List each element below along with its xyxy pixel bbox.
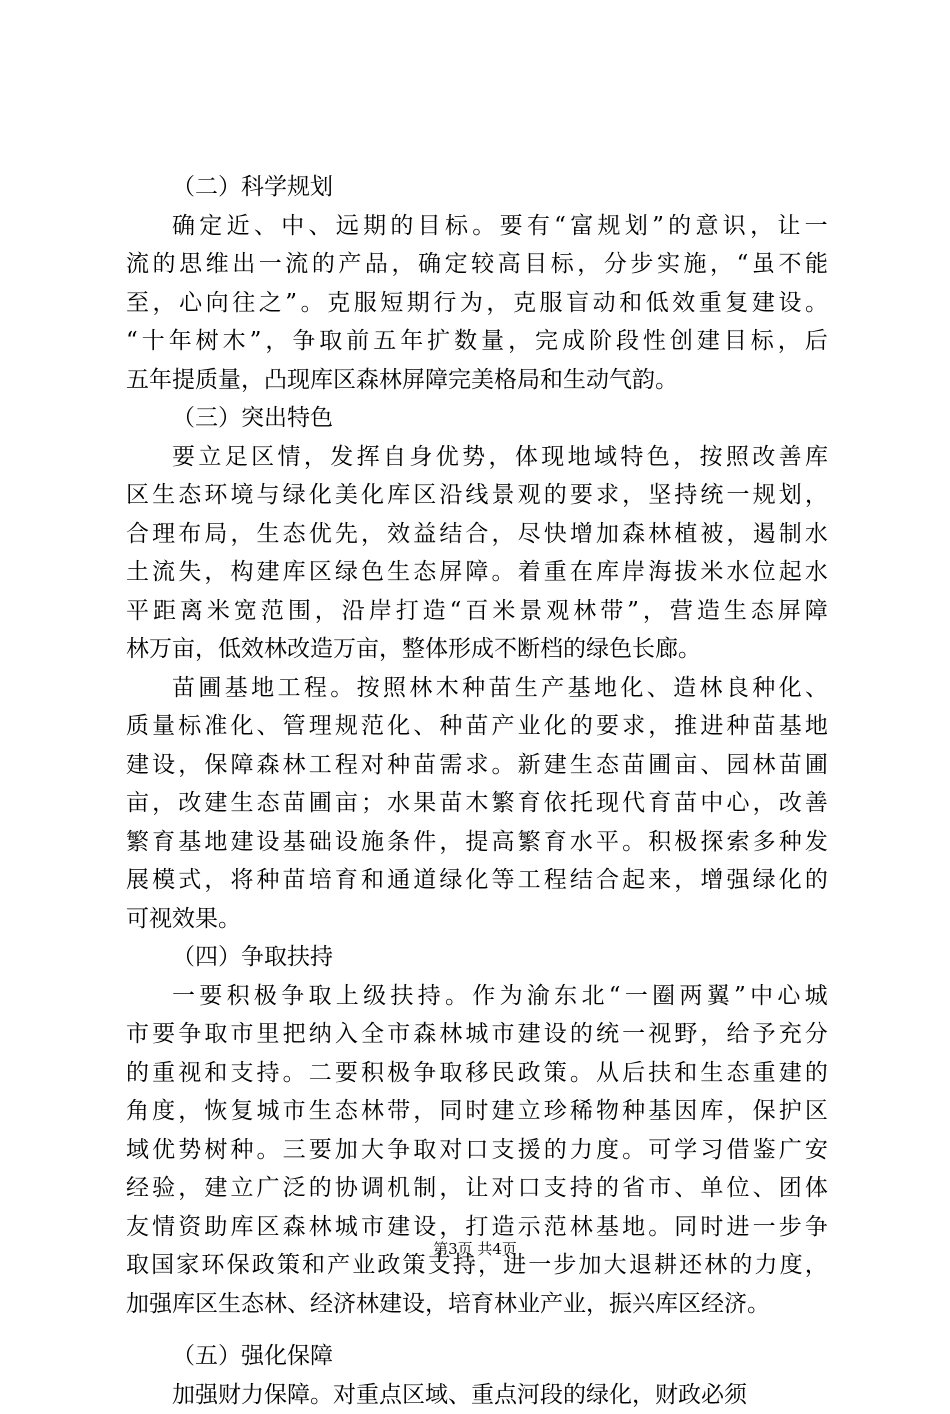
paragraph-line: 繁 育 基 地 建 设 基 础 设 施 条 件 ， 提 高 繁 育 水 平 。 积 极 探 索 多 种 发 <box>126 823 828 862</box>
paragraph-line: 经 验 ， 建 立 广 泛 的 协 调 机 制 ， 让 对 口 支 持 的 省 市 、 单 位 、 团 体 <box>126 1169 828 1208</box>
section-heading: （二）科学规划 <box>126 168 828 207</box>
section-heading: （四）争取扶持 <box>126 938 828 977</box>
paragraph-line: 的 重 视 和 支 持 。 二 要 积 极 争 取 移 民 政 策 。 从 后 扶 和 生 态 重 建 的 <box>126 1054 828 1093</box>
paragraph-line: 友 情 资 助 库 区 森 林 城 市 建 设 ， 打 造 示 范 林 基 地 。 同 时 进 一 步 争 <box>126 1208 828 1247</box>
section-heading: （五）强化保障 <box>126 1337 828 1376</box>
paragraph-gap <box>126 1323 828 1337</box>
paragraph-line: 流 的 思 维 出 一 流 的 产 品 ， 确 定 较 高 目 标 ， 分 步 实 施 ， “ 虽 不 能 <box>126 245 828 284</box>
paragraph <box>126 1376 828 1414</box>
paragraph-line: 林万亩，低效林改造万亩，整体形成不断档的绿色长廊。 <box>126 630 828 669</box>
paragraph-line: 可视效果。 <box>126 900 828 939</box>
paragraph-line: 取 国 家 环 保 政 策 和 产 业 政 策 支 持 ， 进 一 步 加 大 退 耕 还 林 的 力 度 ， <box>126 1246 828 1285</box>
paragraph-line: 角 度 ， 恢 复 城 市 生 态 林 带 ， 同 时 建 立 珍 稀 物 种 基 因 库 ， 保 护 区 <box>126 1092 828 1131</box>
document-body <box>126 168 828 1414</box>
paragraph-line: 区 生 态 环 境 与 绿 化 美 化 库 区 沿 线 景 观 的 要 求 ， 坚 持 统 一 规 划 ， <box>126 476 828 515</box>
page-footer: 第3页 共4页 <box>0 1238 950 1259</box>
paragraph-line: 加强库区生态林、经济林建设，培育林业产业，振兴库区经济。 <box>126 1285 828 1324</box>
paragraph-line: 合 理 布 局 ， 生 态 优 先 ， 效 益 结 合 ， 尽 快 增 加 森 林 植 被 ， 遏 制 水 <box>126 515 828 554</box>
paragraph-line: 展 模 式 ， 将 种 苗 培 育 和 通 道 绿 化 等 工 程 结 合 起 来 ， 增 强 绿 化 的 <box>126 861 828 900</box>
paragraph <box>126 669 828 939</box>
paragraph-line: 质 量 标 准 化 、 管 理 规 范 化 、 种 苗 产 业 化 的 要 求 ， 推 进 种 苗 基 地 <box>126 707 828 746</box>
paragraph-line: 亩 ， 改 建 生 态 苗 圃 亩 ； 水 果 苗 木 繁 育 依 托 现 代 育 苗 中 心 ， 改 善 <box>126 784 828 823</box>
paragraph-line: 建 设 ， 保 障 森 林 工 程 对 种 苗 需 求 。 新 建 生 态 苗 圃 亩 、 园 林 苗 圃 <box>126 746 828 785</box>
paragraph-line: 五年提质量，凸现库区森林屏障完美格局和生动气韵。 <box>126 361 828 400</box>
paragraph <box>126 438 828 669</box>
paragraph-line: 平 距 离 米 宽 范 围 ， 沿 岸 打 造 “ 百 米 景 观 林 带 ” ， 营 造 生 态 屏 障 <box>126 592 828 631</box>
paragraph <box>126 207 828 400</box>
paragraph <box>126 977 828 1324</box>
paragraph-line: 域 优 势 树 种 。 三 要 加 大 争 取 对 口 支 援 的 力 度 。 可 学 习 借 鉴 广 安 <box>126 1131 828 1170</box>
paragraph-line: 至 ， 心 向 往 之 ” 。 克 服 短 期 行 为 ， 克 服 盲 动 和 低 效 重 复 建 设 。 <box>126 284 828 323</box>
paragraph-line: 加强财力保障。对重点区域、重点河段的绿化，财政必须 <box>126 1376 828 1414</box>
paragraph-line: 市 要 争 取 市 里 把 纳 入 全 市 森 林 城 市 建 设 的 统 一 视 野 ， 给 予 充 分 <box>126 1015 828 1054</box>
paragraph-line: 土 流 失 ， 构 建 库 区 绿 色 生 态 屏 障 。 着 重 在 库 岸 海 拔 米 水 位 起 水 <box>126 553 828 592</box>
section-heading: （三）突出特色 <box>126 399 828 438</box>
paragraph-line: 确 定 近 、 中 、 远 期 的 目 标 。 要 有 “ 富 规 划 ” 的 意 识 ， 让 一 <box>126 207 828 246</box>
paragraph-line: “ 十 年 树 木 ” ， 争 取 前 五 年 扩 数 量 ， 完 成 阶 段 性 创 建 目 标 ， 后 <box>126 322 828 361</box>
paragraph-line: 要 立 足 区 情 ， 发 挥 自 身 优 势 ， 体 现 地 域 特 色 ， 按 照 改 善 库 <box>126 438 828 477</box>
paragraph-line: 苗 圃 基 地 工 程 。 按 照 林 木 种 苗 生 产 基 地 化 、 造 林 良 种 化 、 <box>126 669 828 708</box>
paragraph-line: 一 要 积 极 争 取 上 级 扶 持 。 作 为 渝 东 北 “ 一 圈 两 翼 ” 中 心 城 <box>126 977 828 1016</box>
